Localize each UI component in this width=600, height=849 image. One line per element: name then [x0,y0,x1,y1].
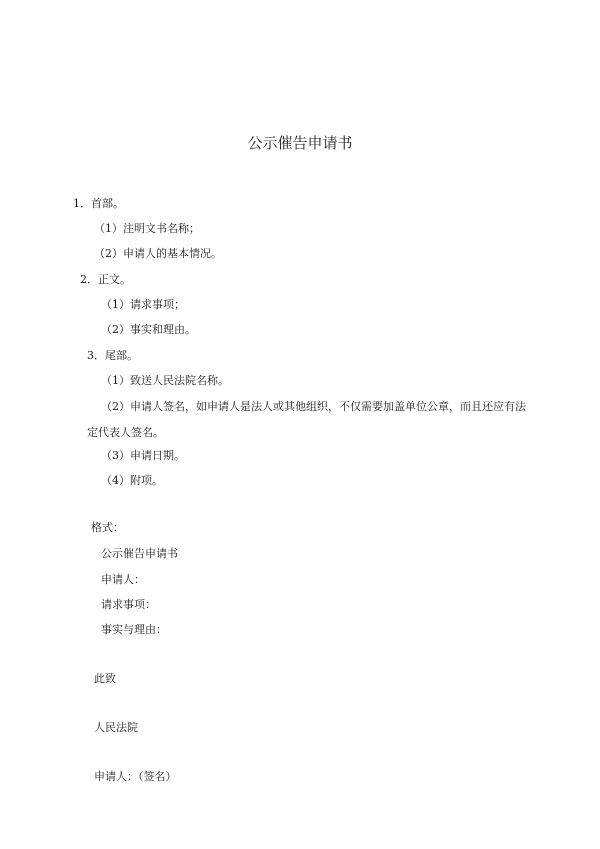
section-item: （1）致送人民法院名称。 [101,374,229,387]
document-title: 公示催告申请书 [247,134,353,152]
format-line: 事实与理由： [101,623,167,636]
format-line: 申请人： [101,573,145,586]
section-item: （1）请求事项； [101,298,185,311]
section-heading: 1．首部。 [73,197,124,210]
section-item: （2）申请人的基本情况。 [94,247,222,260]
section-item: （3）申请日期。 [101,449,185,462]
format-line: 公示催告申请书 [101,547,178,560]
section-heading: 3．尾部。 [87,349,138,362]
section-item: （2）事实和理由。 [101,323,196,336]
format-court: 人民法院 [94,721,138,734]
format-line: 请求事项： [101,598,156,611]
section-item: （2）申请人签名，如申请人是法人或其他组织，不仅需要加盖单位公章，而且还应有法定代表人签名。 [87,400,526,439]
section-item: （1）注明文书名称； [94,222,200,235]
section-heading: 2．正文。 [80,273,131,286]
format-signature: 申请人：（签名） [94,770,177,783]
format-label: 格式： [91,521,124,534]
format-closing: 此致 [94,672,116,685]
section-item: （4）附项。 [101,474,163,487]
